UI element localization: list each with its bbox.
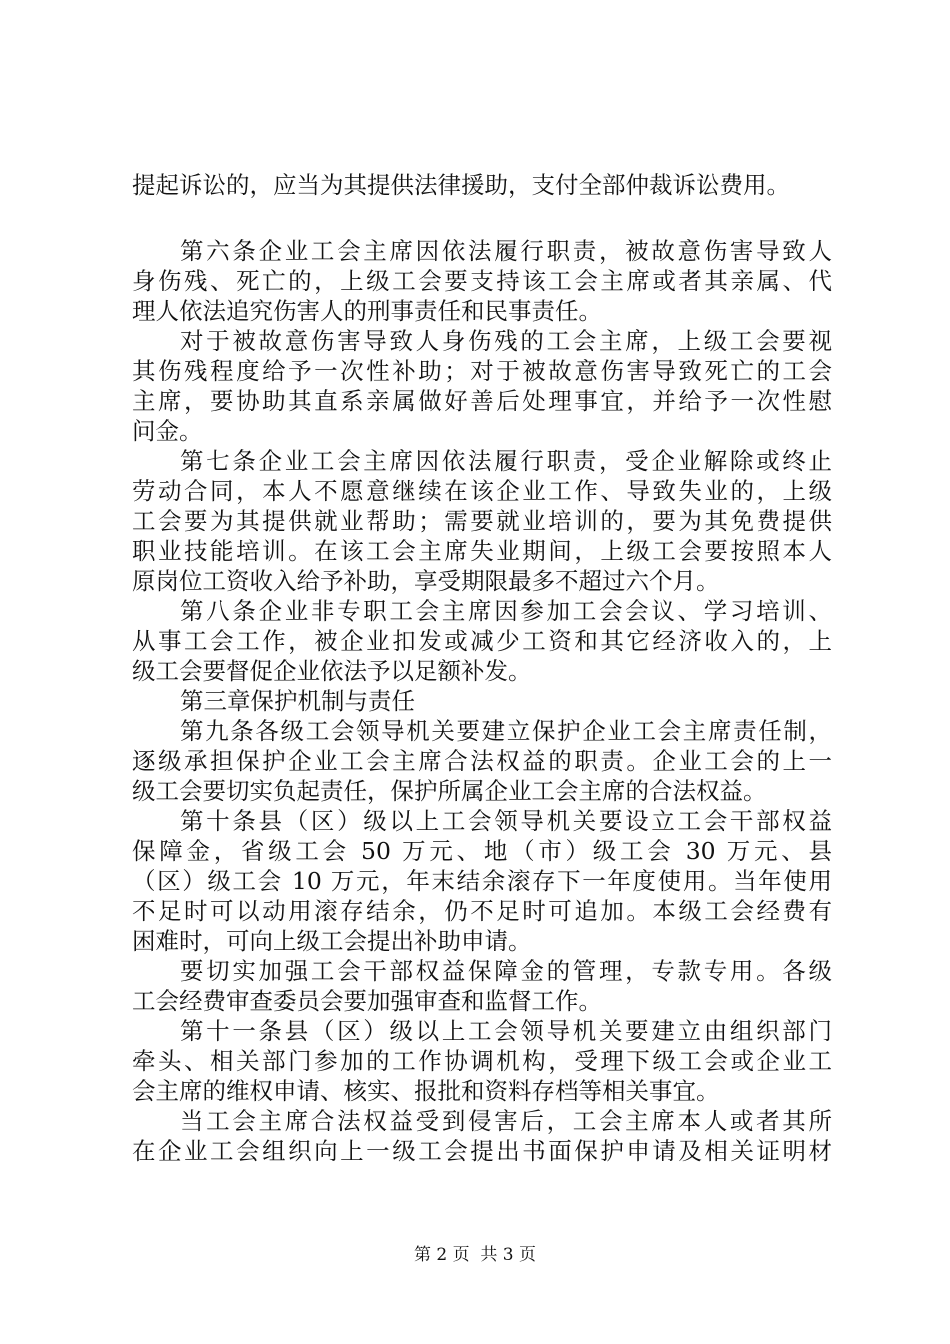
text-line: 第七条企业工会主席因依法履行职责，受企业解除或终止 — [180, 447, 832, 475]
text-line: 原岗位工资收入给予补助，享受期限最多不超过六个月。 — [132, 567, 720, 595]
text-line: 级工会要督促企业依法予以足额补发。 — [132, 657, 532, 685]
paragraph — [132, 1106, 832, 1166]
text-line: 要切实加强工会干部权益保障金的管理，专款专用。各级 — [180, 957, 832, 985]
text-line: 问金。 — [132, 417, 203, 445]
text-line: 其伤残程度给予一次性补助；对于被故意伤害导致死亡的工会 — [132, 357, 832, 385]
text-line: 第十一条县（区）级以上工会领导机关要建立由组织部门 — [180, 1017, 832, 1045]
text-line: 级工会要切实负起责任，保护所属企业工会主席的合法权益。 — [132, 777, 767, 805]
paragraph — [132, 446, 832, 596]
text-line: 主席，要协助其直系亲属做好善后处理事宜，并给予一次性慰 — [132, 387, 832, 415]
text-line: 困难时，可向上级工会提出补助申请。 — [132, 927, 532, 955]
document-body — [132, 170, 832, 1166]
text-line: 从事工会工作，被企业扣发或减少工资和其它经济收入的，上 — [132, 627, 832, 655]
paragraph — [132, 170, 832, 200]
text-line: 逐级承担保护企业工会主席合法权益的职责。企业工会的上一 — [132, 747, 832, 775]
page-footer: 第 2 页 共 3 页 — [413, 1245, 537, 1265]
paragraph — [132, 956, 832, 1016]
text-line: 工会要为其提供就业帮助；需要就业培训的，要为其免费提供 — [132, 507, 832, 535]
text-line: 第九条各级工会领导机关要建立保护企业工会主席责任制， — [180, 717, 832, 745]
paragraph-gap — [132, 200, 832, 236]
text-line: 保障金，省级工会 50 万元、地（市）级工会 30 万元、县 — [132, 837, 832, 865]
paragraph — [132, 596, 832, 686]
text-line: 职业技能培训。在该工会主席失业期间，上级工会要按照本人 — [132, 537, 832, 565]
paragraph — [132, 716, 832, 806]
paragraph — [132, 806, 832, 956]
paragraph — [132, 326, 832, 446]
text-line: 牵头、相关部门参加的工作协调机构，受理下级工会或企业工 — [132, 1047, 832, 1075]
text-line: 第六条企业工会主席因依法履行职责，被故意伤害导致人 — [180, 237, 832, 265]
paragraph — [132, 686, 832, 716]
text-line: 第三章保护机制与责任 — [180, 687, 415, 715]
text-line: 第十条县（区）级以上工会领导机关要设立工会干部权益 — [180, 807, 832, 835]
text-line: 当工会主席合法权益受到侵害后，工会主席本人或者其所 — [180, 1107, 832, 1135]
text-line: 对于被故意伤害导致人身伤残的工会主席，上级工会要视 — [180, 327, 832, 355]
text-line: 第八条企业非专职工会主席因参加工会会议、学习培训、 — [180, 597, 832, 625]
text-line: （区）级工会 10 万元，年末结余滚存下一年度使用。当年使用 — [132, 867, 832, 895]
text-line: 工会经费审查委员会要加强审查和监督工作。 — [132, 987, 602, 1015]
text-line: 在企业工会组织向上一级工会提出书面保护申请及相关证明材 — [132, 1137, 832, 1165]
paragraph — [132, 236, 832, 326]
text-line: 会主席的维权申请、核实、报批和资料存档等相关事宜。 — [132, 1077, 720, 1105]
text-line: 理人依法追究伤害人的刑事责任和民事责任。 — [132, 297, 602, 325]
text-line: 不足时可以动用滚存结余，仍不足时可追加。本级工会经费有 — [132, 897, 832, 925]
text-line: 身伤残、死亡的，上级工会要支持该工会主席或者其亲属、代 — [132, 267, 832, 295]
paragraph — [132, 1016, 832, 1106]
text-line: 提起诉讼的，应当为其提供法律援助，支付全部仲裁诉讼费用。 — [132, 171, 790, 199]
text-line: 劳动合同，本人不愿意继续在该企业工作、导致失业的，上级 — [132, 477, 832, 505]
